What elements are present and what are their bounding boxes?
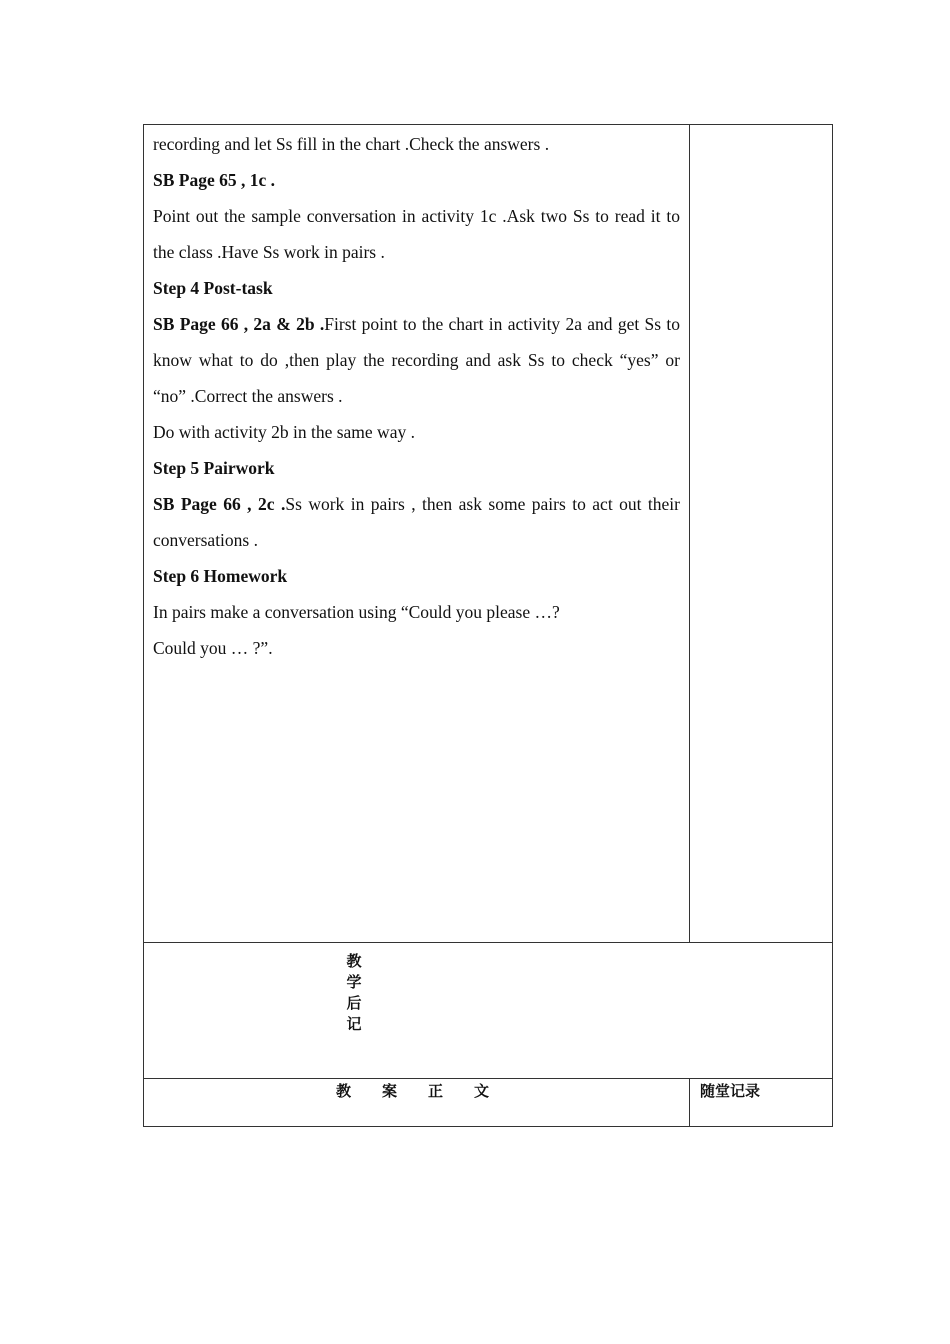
heading-step-4: Step 4 Post-task — [153, 278, 273, 298]
paragraph-activity-2a: SB Page 66 , 2a & 2b .First point to the chart in activity 2a and get Ss to know what to do ,then play the recording and ask Ss to check “yes” or “no” .Correct the answers . — [153, 314, 680, 406]
header-char: 文 — [474, 1082, 490, 1100]
paragraph-homework-2: Could you … ?”. — [153, 638, 273, 658]
heading-sb-page-65: SB Page 65 , 1c . — [153, 170, 276, 190]
column-divider-bottom — [689, 1078, 690, 1127]
row-divider-1 — [143, 942, 833, 943]
header-char: 正 — [428, 1082, 444, 1100]
class-notes-header: 随堂记录 — [700, 1082, 761, 1100]
reflection-char: 记 — [346, 1015, 362, 1033]
paragraph-activity-2b: Do with activity 2b in the same way . — [153, 422, 415, 442]
lesson-body — [153, 126, 680, 666]
paragraph-homework: In pairs make a conversation using “Could you please …? — [153, 602, 560, 622]
row-divider-2 — [143, 1078, 833, 1079]
paragraph-recording: recording and let Ss fill in the chart .Check the answers . — [153, 134, 550, 154]
paragraph-activity-2c: SB Page 66 , 2c .Ss work in pairs , then ask some pairs to act out their conversations . — [153, 494, 680, 550]
reflection-char: 教 — [346, 952, 362, 970]
heading-step-5: Step 5 Pairwork — [153, 458, 275, 478]
lesson-text-header — [336, 1080, 489, 1102]
header-char: 案 — [382, 1082, 398, 1100]
heading-step-6: Step 6 Homework — [153, 566, 288, 586]
reflection-char: 后 — [346, 994, 362, 1012]
reflection-char: 学 — [346, 973, 362, 991]
column-divider-top — [689, 124, 690, 943]
paragraph-sample-conversation: Point out the sample conversation in activity 1c .Ask two Ss to read it to the class .Have Ss work in pairs . — [153, 206, 680, 262]
reflection-label — [344, 951, 364, 1035]
header-char: 教 — [336, 1082, 352, 1100]
